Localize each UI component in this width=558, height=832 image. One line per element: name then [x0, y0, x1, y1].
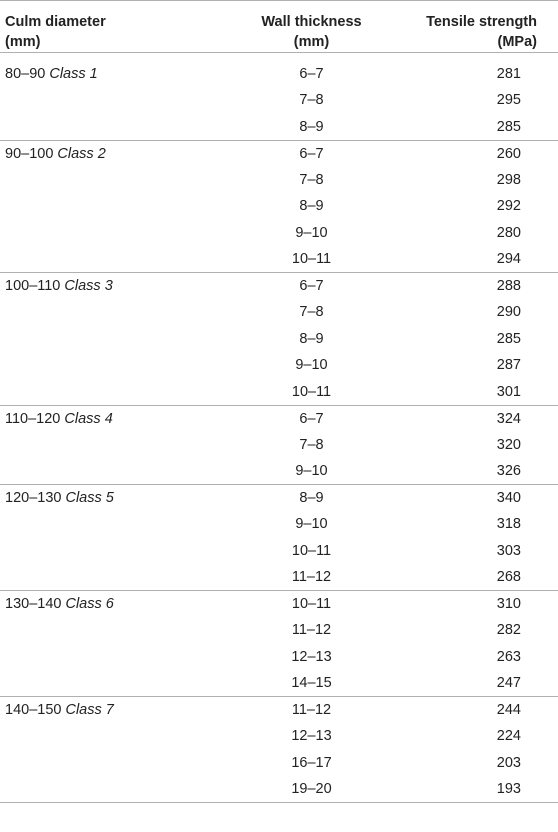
wall-thickness-cell: 8–9	[222, 485, 377, 512]
culm-diameter-cell	[0, 750, 222, 777]
tensile-strength-cell: 281	[496, 65, 521, 82]
table-row	[0, 379, 558, 406]
tensile-strength-cell: 340	[377, 485, 558, 512]
wall-thickness-cell: 14–15	[291, 675, 332, 691]
table-row	[0, 87, 558, 114]
tensile-strength-cell: 224	[496, 728, 521, 745]
culm-diameter-cell	[0, 564, 222, 591]
header-culm-diameter-line2: (mm)	[5, 34, 41, 50]
diameter-class: Class 2	[57, 145, 106, 162]
diameter-range: 130–140	[5, 596, 62, 612]
tensile-strength-cell: 301	[496, 383, 521, 400]
wall-thickness-cell: 12–13	[291, 728, 332, 745]
culm-diameter-cell	[0, 485, 222, 512]
culm-diameter-cell	[0, 220, 222, 247]
tensile-strength-cell: 288	[377, 273, 558, 300]
spacer-cell	[0, 53, 558, 61]
tensile-strength-cell: 326	[496, 463, 521, 479]
table-row	[0, 140, 558, 167]
table-row	[0, 299, 558, 326]
culm-diameter-cell	[0, 591, 222, 618]
wall-thickness-cell: 7–8	[299, 92, 324, 109]
tensile-strength-cell: 292	[496, 198, 521, 215]
tensile-strength-cell: 324	[377, 405, 558, 432]
wall-thickness-cell: 8–9	[299, 330, 324, 347]
tensile-strength-cell: 263	[496, 648, 521, 665]
table-row	[0, 538, 558, 565]
culm-diameter-cell	[0, 776, 222, 803]
table-row	[0, 220, 558, 247]
header-wall-thickness-line2: (mm)	[293, 34, 330, 50]
diameter-class: Class 4	[64, 410, 113, 427]
culm-diameter-cell	[0, 273, 222, 300]
table-row	[0, 644, 558, 671]
table-row	[0, 591, 558, 618]
diameter-class: Class 5	[65, 490, 114, 506]
culm-diameter-cell	[0, 87, 222, 114]
diameter-range: 80–90	[5, 65, 46, 82]
wall-thickness-cell: 6–7	[222, 140, 377, 167]
tensile-strength-cell: 294	[496, 251, 521, 267]
wall-thickness-cell: 9–10	[295, 463, 328, 479]
wall-thickness-cell: 11–12	[291, 622, 332, 639]
wall-thickness-cell: 9–10	[295, 357, 328, 374]
wall-thickness-cell: 9–10	[295, 224, 328, 241]
culm-diameter-cell	[0, 193, 222, 220]
culm-diameter-cell	[0, 644, 222, 671]
table-row	[0, 273, 558, 300]
table-row	[0, 617, 558, 644]
culm-diameter-cell	[0, 538, 222, 565]
culm-diameter-cell	[0, 114, 222, 141]
table-row	[0, 432, 558, 459]
wall-thickness-cell: 8–9	[299, 118, 324, 135]
wall-thickness-cell: 19–20	[222, 776, 377, 803]
tensile-strength-cell: 285	[496, 330, 521, 347]
tensile-strength-cell: 290	[496, 304, 521, 321]
diameter-range: 140–150	[5, 702, 62, 718]
wall-thickness-cell: 9–10	[295, 516, 328, 533]
table-row	[0, 405, 558, 432]
diameter-range: 100–110	[5, 278, 61, 294]
table-row	[0, 193, 558, 220]
table-header	[0, 1, 558, 53]
header-culm-diameter-line1: Culm diameter	[5, 14, 106, 30]
culm-diameter-cell	[0, 617, 222, 644]
culm-diameter-cell	[0, 299, 222, 326]
culm-diameter-cell	[0, 352, 222, 379]
table-row	[0, 458, 558, 485]
culm-diameter-cell	[0, 405, 222, 432]
tensile-strength-cell: 193	[377, 776, 558, 803]
table-row	[0, 246, 558, 273]
wall-thickness-cell: 7–8	[299, 304, 324, 321]
diameter-class: Class 7	[65, 702, 114, 718]
culm-diameter-cell	[0, 246, 222, 273]
tensile-strength-cell: 298	[496, 171, 521, 188]
table-row	[0, 750, 558, 777]
header-wall-thickness	[222, 1, 377, 53]
culm-diameter-cell	[0, 167, 222, 194]
wall-thickness-cell: 10–11	[291, 542, 332, 559]
tensile-strength-cell: 282	[496, 622, 521, 639]
table-row	[0, 167, 558, 194]
header-tensile-strength-line2: (MPa)	[497, 34, 537, 50]
wall-thickness-cell: 7–8	[299, 436, 324, 453]
wall-thickness-cell: 11–12	[222, 697, 377, 724]
header-tensile-strength-line1: Tensile strength	[426, 14, 537, 30]
diameter-class: Class 6	[65, 596, 114, 612]
tensile-strength-cell: 318	[496, 516, 521, 533]
culm-diameter-cell	[0, 458, 222, 485]
table-row	[0, 326, 558, 353]
diameter-class: Class 1	[49, 65, 98, 82]
culm-diameter-cell	[0, 670, 222, 697]
table-row	[0, 511, 558, 538]
tensile-strength-cell: 244	[377, 697, 558, 724]
wall-thickness-cell: 6–7	[222, 273, 377, 300]
wall-thickness-cell: 11–12	[291, 569, 332, 585]
table-row	[0, 670, 558, 697]
header-spacer	[0, 53, 558, 61]
header-wall-thickness-line1: Wall thickness	[261, 14, 362, 30]
tensile-strength-cell: 280	[496, 224, 521, 241]
header-tensile-strength	[377, 1, 558, 53]
header-culm-diameter	[0, 1, 222, 53]
tensile-strength-cell: 287	[496, 357, 521, 374]
tensile-strength-cell: 247	[496, 675, 521, 691]
tensile-strength-cell: 268	[496, 569, 521, 585]
culm-diameter-cell	[0, 432, 222, 459]
tensile-strength-cell: 303	[496, 542, 521, 559]
table-row	[0, 564, 558, 591]
culm-diameter-cell	[0, 723, 222, 750]
tensile-strength-cell: 320	[496, 436, 521, 453]
header-row	[0, 1, 558, 53]
culm-diameter-cell	[0, 511, 222, 538]
table-row	[0, 114, 558, 141]
culm-diameter-cell	[0, 379, 222, 406]
culm-diameter-cell	[0, 61, 222, 88]
table-row	[0, 723, 558, 750]
tensile-strength-cell: 203	[496, 754, 521, 771]
wall-thickness-cell: 6–7	[299, 65, 324, 82]
table-row	[0, 697, 558, 724]
diameter-class: Class 3	[64, 278, 113, 294]
wall-thickness-cell: 6–7	[222, 405, 377, 432]
culm-diameter-cell	[0, 326, 222, 353]
tensile-strength-cell: 310	[377, 591, 558, 618]
table-row	[0, 61, 558, 88]
culm-diameter-cell	[0, 140, 222, 167]
wall-thickness-cell: 7–8	[299, 171, 324, 188]
wall-thickness-cell: 10–11	[291, 383, 332, 400]
wall-thickness-cell: 12–13	[291, 648, 332, 665]
tensile-strength-cell: 260	[377, 140, 558, 167]
table-row	[0, 776, 558, 803]
wall-thickness-cell: 10–11	[222, 591, 377, 618]
wall-thickness-cell: 10–11	[291, 251, 332, 267]
tensile-strength-cell: 295	[496, 92, 521, 109]
diameter-range: 110–120	[5, 410, 61, 427]
diameter-range: 120–130	[5, 490, 62, 506]
table-row	[0, 352, 558, 379]
culm-diameter-cell	[0, 697, 222, 724]
wall-thickness-cell: 8–9	[299, 198, 324, 215]
diameter-range: 90–100	[5, 145, 54, 162]
wall-thickness-cell: 16–17	[291, 754, 332, 771]
table-row	[0, 485, 558, 512]
table-body	[0, 53, 558, 803]
tensile-strength-cell: 285	[496, 118, 521, 135]
